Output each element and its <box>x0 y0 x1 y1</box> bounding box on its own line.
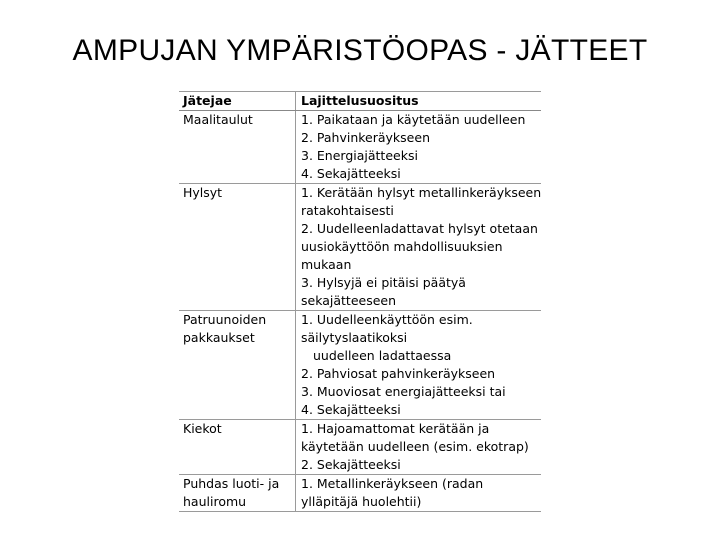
recommendation-line: 1. Kerätään hylsyt metallinkeräykseen <box>301 185 542 200</box>
recommendation-line: 1. Uudelleenkäyttöön esim. <box>301 312 473 327</box>
waste-cell <box>179 111 296 183</box>
waste-line: pakkaukset <box>183 330 255 345</box>
recommendation-cell <box>296 111 541 183</box>
recommendation-line: 3. Muoviosat energiajätteeksi tai <box>301 384 506 399</box>
recommendation-cell <box>296 475 541 511</box>
recommendation-line: 4. Sekajätteeksi <box>301 166 401 181</box>
recommendation-line: sekajätteeseen <box>301 293 397 308</box>
waste-line: Puhdas luoti- ja <box>183 476 280 491</box>
recommendation-line: 1. Hajoamattomat kerätään ja <box>301 421 490 436</box>
table-row <box>179 420 541 475</box>
recommendation-cell <box>296 184 541 310</box>
recommendation-line: ylläpitäjä huolehtii) <box>301 494 422 509</box>
recommendation-line: 4. Sekajätteeksi <box>301 402 401 417</box>
waste-line: Hylsyt <box>183 185 223 200</box>
recommendation-line: käytetään uudelleen (esim. ekotrap) <box>301 439 529 454</box>
column-header-waste: Jätejae <box>179 92 296 110</box>
recommendation-line: mukaan <box>301 257 352 272</box>
page-title: AMPUJAN YMPÄRISTÖOPAS - JÄTTEET <box>72 34 648 67</box>
recommendation-line: 2. Uudelleenladattavat hylsyt otetaan <box>301 221 538 236</box>
recommendation-line: uusiokäyttöön mahdollisuuksien <box>301 239 503 254</box>
waste-line: Kiekot <box>183 421 222 436</box>
recommendation-line: 3. Hylsyjä ei pitäisi päätyä <box>301 275 466 290</box>
table-header-row <box>179 92 541 111</box>
table-row <box>179 475 541 512</box>
recommendation-cell <box>296 311 541 419</box>
waste-line: Maalitaulut <box>183 112 253 127</box>
recommendation-line: 3. Energiajätteeksi <box>301 148 418 163</box>
recommendation-cell <box>296 420 541 474</box>
waste-cell <box>179 420 296 474</box>
recommendation-line: 2. Pahvinkeräykseen <box>301 130 430 145</box>
recommendation-line: 1. Metallinkeräykseen (radan <box>301 476 484 491</box>
recommendation-line: 2. Pahviosat pahvinkeräykseen <box>301 366 496 381</box>
table-row <box>179 111 541 184</box>
recommendation-line: uudelleen ladattaessa <box>313 348 452 363</box>
table-row <box>179 184 541 311</box>
waste-sorting-table <box>179 91 541 512</box>
waste-cell <box>179 184 296 310</box>
waste-line: hauliromu <box>183 494 247 509</box>
recommendation-line: säilytyslaatikoksi <box>301 330 408 345</box>
waste-cell <box>179 311 296 419</box>
waste-line: Patruunoiden <box>183 312 267 327</box>
waste-cell <box>179 475 296 511</box>
recommendation-line: 2. Sekajätteeksi <box>301 457 401 472</box>
recommendation-line: ratakohtaisesti <box>301 203 394 218</box>
column-header-recommendation: Lajittelusuositus <box>301 93 419 108</box>
table-row <box>179 311 541 420</box>
recommendation-line: 1. Paikataan ja käytetään uudelleen <box>301 112 526 127</box>
